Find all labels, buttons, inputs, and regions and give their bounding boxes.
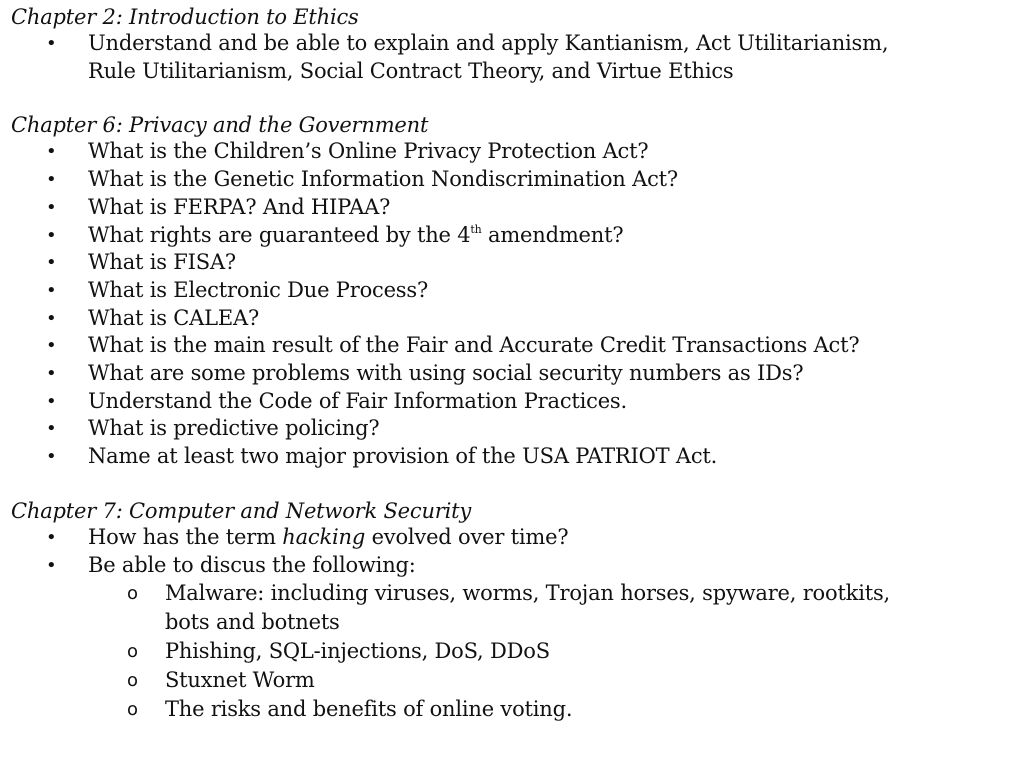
list-item-text-start: What rights are guaranteed by the 4 bbox=[88, 222, 471, 247]
list-item-text: What is predictive policing? bbox=[88, 416, 380, 441]
bullet-icon: • bbox=[46, 418, 57, 440]
list-item bbox=[11, 552, 1011, 580]
list-item bbox=[11, 138, 1011, 166]
list-item-text: What is FERPA? And HIPAA? bbox=[88, 194, 391, 219]
sub-list-item bbox=[11, 637, 1011, 666]
bullet-icon: • bbox=[46, 224, 57, 246]
section-chapter-2 bbox=[11, 4, 1011, 85]
list-item bbox=[11, 360, 1011, 388]
list-item bbox=[11, 166, 1011, 194]
section-heading: Chapter 6: Privacy and the Government bbox=[11, 113, 429, 138]
list-item-text: Name at least two major provision of the USA PATRIOT Act. bbox=[88, 444, 718, 469]
list-item bbox=[11, 249, 1011, 277]
hollow-bullet-icon: o bbox=[127, 641, 138, 663]
list-item-text: What is the Children’s Online Privacy Protection Act? bbox=[88, 139, 649, 164]
bullet-icon: • bbox=[46, 307, 57, 329]
bullet-icon: • bbox=[46, 196, 57, 218]
list-item-text: What is Electronic Due Process? bbox=[88, 277, 429, 302]
list-item-text: Understand the Code of Fair Information Practices. bbox=[88, 388, 627, 413]
sub-bullet-list bbox=[11, 579, 1011, 724]
bullet-list bbox=[11, 30, 1011, 85]
list-item-text: Be able to discus the following: bbox=[88, 552, 416, 577]
bullet-icon: • bbox=[46, 526, 57, 548]
list-item bbox=[11, 415, 1011, 443]
list-item-text: What is the Genetic Information Nondiscrimination Act? bbox=[88, 167, 678, 192]
list-item-text: What is CALEA? bbox=[88, 305, 260, 330]
sub-list-item-text: Stuxnet Worm bbox=[165, 668, 315, 693]
section-heading: Chapter 2: Introduction to Ethics bbox=[11, 5, 359, 29]
hollow-bullet-icon: o bbox=[127, 583, 138, 605]
list-item bbox=[11, 443, 1011, 471]
study-guide-document bbox=[11, 4, 1011, 724]
list-item-text: What are some problems with using social security numbers as IDs? bbox=[88, 361, 804, 386]
ordinal-superscript: th bbox=[470, 222, 482, 236]
list-item-text: Understand and be able to explain and apply Kantianism, Act Utilitarianism, Rule Utilitarianism, Social Contract Theory, and Virtue Ethics bbox=[88, 31, 889, 83]
list-item-text: What is the main result of the Fair and Accurate Credit Transactions Act? bbox=[88, 333, 860, 358]
list-item-text-start: How has the term bbox=[88, 524, 283, 549]
hollow-bullet-icon: o bbox=[127, 699, 138, 721]
list-item bbox=[11, 524, 1011, 552]
list-item bbox=[11, 30, 1011, 85]
list-item-text-end: amendment? bbox=[481, 222, 624, 247]
bullet-list bbox=[11, 138, 1011, 470]
list-item bbox=[11, 222, 1011, 250]
hollow-bullet-icon: o bbox=[127, 670, 138, 692]
sub-list-item-text: The risks and benefits of online voting. bbox=[165, 697, 573, 722]
list-item bbox=[11, 332, 1011, 360]
list-item-text bbox=[88, 524, 918, 552]
emphasized-term: hacking bbox=[282, 524, 366, 549]
list-item-text-end: evolved over time? bbox=[365, 524, 569, 549]
list-item bbox=[11, 194, 1011, 222]
sub-list-item bbox=[11, 666, 1011, 695]
bullet-icon: • bbox=[46, 554, 57, 576]
bullet-icon: • bbox=[46, 390, 57, 412]
bullet-list bbox=[11, 524, 1011, 579]
section-heading: Chapter 7: Computer and Network Security bbox=[11, 498, 472, 523]
bullet-icon: • bbox=[46, 252, 57, 274]
sub-list-item bbox=[11, 579, 1011, 637]
bullet-icon: • bbox=[46, 33, 57, 54]
list-item-text: What is FISA? bbox=[88, 250, 236, 275]
list-item bbox=[11, 277, 1011, 305]
list-item-text bbox=[88, 222, 918, 250]
bullet-icon: • bbox=[46, 363, 57, 385]
bullet-icon: • bbox=[46, 141, 57, 163]
sub-list-item-text: Malware: including viruses, worms, Trojan horses, spyware, rootkits, bots and botnets bbox=[165, 581, 891, 635]
bullet-icon: • bbox=[46, 279, 57, 301]
list-item bbox=[11, 388, 1011, 416]
sub-list-item bbox=[11, 695, 1011, 724]
sub-list-item-text: Phishing, SQL-injections, DoS, DDoS bbox=[165, 639, 550, 664]
bullet-icon: • bbox=[46, 446, 57, 468]
list-item bbox=[11, 305, 1011, 333]
section-chapter-6 bbox=[11, 112, 1011, 470]
bullet-icon: • bbox=[46, 335, 57, 357]
bullet-icon: • bbox=[46, 169, 57, 191]
section-chapter-7 bbox=[11, 498, 1011, 724]
